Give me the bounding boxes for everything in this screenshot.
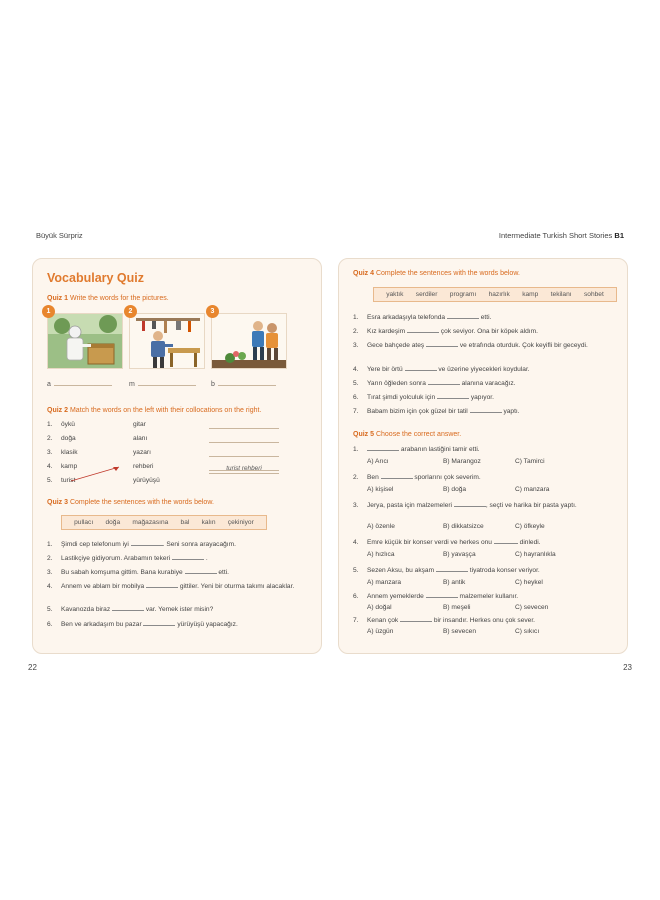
- quiz3-word-box: [61, 515, 267, 530]
- option-a[interactable]: A) kişisel: [367, 486, 394, 493]
- word-chip: sohbet: [583, 291, 604, 298]
- option-a[interactable]: A) özenle: [367, 523, 395, 530]
- sentence-after: çok seviyor. Ona bir köpek aldım.: [440, 328, 538, 335]
- quiz3-label: Quiz 3: [47, 499, 69, 506]
- sentence-row: [47, 605, 311, 614]
- sentence-after: yapıyor.: [470, 394, 494, 401]
- row-number: 2.: [47, 555, 53, 562]
- sentence-before: Annem ve ablam bir mobilya: [61, 583, 145, 590]
- quiz5-label: Quiz 5: [353, 431, 375, 438]
- question-before: Emre küçük bir konser verdi ve herkes onu: [367, 539, 492, 546]
- gardeners-picture: [211, 313, 287, 369]
- quiz2-heading: [47, 407, 261, 414]
- page-number-right: 23: [623, 663, 632, 672]
- word-chip: bal: [180, 519, 190, 526]
- quiz3-instruction: Complete the sentences with the words below.: [69, 499, 214, 506]
- match-row: [47, 449, 317, 459]
- quiz1-instruction: Write the words for the pictures.: [69, 295, 169, 302]
- question-before: Sezen Aksu, bu akşam: [367, 567, 435, 574]
- page-number-left: 22: [28, 663, 37, 672]
- fill-blank[interactable]: [470, 407, 502, 413]
- option-c[interactable]: C) hayranlıkla: [515, 551, 556, 558]
- option-b[interactable]: B) antik: [443, 579, 466, 586]
- sentence-row: [353, 393, 619, 402]
- question-row: [353, 445, 619, 454]
- sentence-after: etti.: [218, 569, 230, 576]
- word-chip: pullacı: [74, 519, 94, 526]
- fill-blank[interactable]: [400, 616, 432, 622]
- option-c[interactable]: C) sıkıcı: [515, 628, 540, 635]
- row-number: 7.: [353, 617, 359, 624]
- match-right-word: yazarı: [133, 449, 151, 456]
- row-number: 1.: [353, 446, 359, 453]
- match-left-word: turist: [61, 477, 76, 484]
- word-chip: kalın: [201, 519, 216, 526]
- quiz3-heading: [47, 499, 214, 506]
- sentence-before: Kız kardeşim: [367, 328, 406, 335]
- question-before: Kenan çok: [367, 617, 399, 624]
- fill-blank[interactable]: [143, 620, 175, 626]
- sentence-row: [47, 582, 311, 591]
- option-c[interactable]: C) heykel: [515, 579, 543, 586]
- question-before: Ben: [367, 474, 379, 481]
- fill-blank[interactable]: [112, 605, 144, 611]
- row-number: 3.: [47, 569, 53, 576]
- question-before: Annem yemeklerde: [367, 593, 424, 600]
- fill-blank[interactable]: [447, 313, 479, 319]
- option-c[interactable]: C) sevecen: [515, 604, 549, 611]
- row-number: 5.: [47, 606, 53, 613]
- fill-blank[interactable]: [437, 393, 469, 399]
- option-b[interactable]: B) doğa: [443, 486, 467, 493]
- option-b[interactable]: B) dikkatsizce: [443, 523, 484, 530]
- row-number: 6.: [353, 593, 359, 600]
- quiz4-label: Quiz 4: [353, 270, 375, 277]
- sentence-after: gittiler. Yeni bir oturma takımı alacaklar.: [179, 583, 295, 590]
- row-number: 6.: [353, 394, 359, 401]
- question-after: , seçti ve harika bir pasta yaptı.: [485, 502, 577, 509]
- word-chip: kamp: [522, 291, 539, 298]
- fill-blank[interactable]: [185, 568, 217, 574]
- quiz4-heading: [353, 270, 520, 277]
- fill-blank[interactable]: [426, 341, 458, 347]
- word-chip: mağazasına: [132, 519, 169, 526]
- answer-start-letter: a: [47, 381, 51, 388]
- row-number: 4.: [353, 366, 359, 373]
- word-chip: programı: [449, 291, 477, 298]
- answer-blank[interactable]: [211, 380, 276, 388]
- fill-blank[interactable]: [454, 501, 486, 507]
- match-right-word: rehberi: [133, 463, 154, 470]
- sentence-before: Lastikçiye gidiyorum. Arabamın tekeri: [61, 555, 171, 562]
- sentence-before: Esra arkadaşıyla telefonda: [367, 314, 446, 321]
- sentence-row: [353, 379, 619, 388]
- left-page-panel: [32, 258, 322, 654]
- question-before: Jerya, pasta için malzemeleri: [367, 502, 453, 509]
- sentence-after: ve etrafında oturduk. Çok keyifli bir geceydi.: [459, 342, 588, 349]
- fill-blank[interactable]: [381, 473, 413, 479]
- match-right-word: alanı: [133, 435, 148, 442]
- fill-blank[interactable]: [436, 566, 468, 572]
- option-a[interactable]: A) hızlıca: [367, 551, 395, 558]
- row-number: 2.: [353, 474, 359, 481]
- quiz4-word-box: [373, 287, 617, 302]
- page-title: Vocabulary Quiz: [47, 271, 145, 285]
- match-row: [47, 435, 317, 445]
- option-a[interactable]: A) manzara: [367, 579, 402, 586]
- running-head-title: Intermediate Turkish Short Stories: [498, 231, 613, 240]
- question-row: [353, 592, 619, 601]
- fill-blank[interactable]: [405, 365, 437, 371]
- row-number: 4.: [353, 539, 359, 546]
- sentence-row: [47, 554, 311, 563]
- quiz4-instruction: Complete the sentences with the words below.: [375, 270, 520, 277]
- fill-blank[interactable]: [426, 592, 458, 598]
- row-number: 5.: [353, 380, 359, 387]
- beekeeper-picture: [47, 313, 123, 369]
- option-a[interactable]: A) üzgün: [367, 628, 394, 635]
- sentence-after: yürüyüşü yapacağız.: [177, 621, 238, 628]
- answer-start-letter: m: [129, 381, 135, 388]
- match-row: [47, 421, 317, 431]
- option-b[interactable]: B) sevecen: [443, 628, 476, 635]
- running-head-left: Büyük Sürpriz: [36, 231, 83, 240]
- match-answer-blank[interactable]: [209, 435, 279, 443]
- sentence-before: Tırat şimdi yolculuk için: [367, 394, 436, 401]
- sentence-row: [353, 407, 619, 416]
- sentence-row: [353, 313, 619, 322]
- sentence-row: [353, 365, 619, 374]
- quiz1-label: Quiz 1: [47, 295, 69, 302]
- match-example-answer: turist rehberi: [209, 465, 279, 474]
- row-number: 1.: [47, 421, 53, 428]
- answer-start-letter: b: [211, 381, 215, 388]
- question-after: malzemeler kullanır.: [459, 593, 519, 600]
- word-chip: yaktık: [386, 291, 404, 298]
- option-b[interactable]: B) yavaşça: [443, 551, 476, 558]
- running-head-level: B1: [614, 231, 624, 240]
- match-left-word: kamp: [61, 463, 78, 470]
- option-b[interactable]: B) meşeli: [443, 604, 471, 611]
- fill-blank[interactable]: [146, 582, 178, 588]
- option-a[interactable]: A) Arıcı: [367, 458, 389, 465]
- row-number: 7.: [353, 408, 359, 415]
- row-number: 1.: [47, 541, 53, 548]
- answer-options: [367, 579, 607, 588]
- fill-blank[interactable]: [428, 379, 460, 385]
- question-row: [353, 501, 619, 510]
- right-page-panel: [338, 258, 628, 654]
- picture-number-badge: 3: [206, 305, 219, 318]
- row-number: 1.: [353, 314, 359, 321]
- sentence-row: [47, 620, 311, 629]
- sentence-before: Gece bahçede ateş: [367, 342, 425, 349]
- question-after: bir insandır. Herkes onu çok sever.: [433, 617, 536, 624]
- question-row: [353, 616, 619, 625]
- running-head-right: [499, 231, 624, 240]
- quiz1-heading: [47, 295, 169, 302]
- fill-blank[interactable]: [407, 327, 439, 333]
- row-number: 3.: [353, 502, 359, 509]
- quiz2-label: Quiz 2: [47, 407, 69, 414]
- sentence-after: etti.: [480, 314, 492, 321]
- question-after: dinledi.: [519, 539, 541, 546]
- sentence-before: Ben ve arkadaşım bu pazar: [61, 621, 142, 628]
- question-row: [353, 473, 619, 482]
- question-after: sporlarını çok severim.: [414, 474, 481, 481]
- option-c[interactable]: C) öfkeyle: [515, 523, 545, 530]
- match-answer-blank[interactable]: [209, 421, 279, 429]
- sentence-before: Yere bir örtü: [367, 366, 403, 373]
- option-b[interactable]: B) Marangoz: [443, 458, 481, 465]
- match-right-word: yürüyüşü: [133, 477, 160, 484]
- sentence-after: ve üzerine yiyecekleri koydular.: [438, 366, 530, 373]
- match-right-word: gitar: [133, 421, 146, 428]
- picture-number-badge: 1: [42, 305, 55, 318]
- sentence-row: [353, 341, 619, 350]
- sentence-before: Yarın öğleden sonra: [367, 380, 426, 387]
- row-number: 2.: [47, 435, 53, 442]
- row-number: 5.: [353, 567, 359, 574]
- question-row: [353, 566, 619, 575]
- word-chip: serdiler: [415, 291, 438, 298]
- match-answer-blank[interactable]: [209, 449, 279, 457]
- fill-blank[interactable]: [367, 445, 399, 451]
- answer-options: [367, 551, 607, 560]
- picture-number-badge: 2: [124, 305, 137, 318]
- sentence-after: yaptı.: [503, 408, 520, 415]
- row-number: 2.: [353, 328, 359, 335]
- option-a[interactable]: A) doğal: [367, 604, 392, 611]
- sentence-before: Kavanozda biraz: [61, 606, 111, 613]
- row-number: 5.: [47, 477, 53, 484]
- fill-blank[interactable]: [494, 538, 518, 544]
- answer-options: [367, 523, 607, 532]
- match-example-arrow: [67, 461, 127, 485]
- row-number: 4.: [47, 463, 53, 470]
- sentence-before: Bu sabah komşuma gittim. Bana kurabiye: [61, 569, 183, 576]
- question-after: tiyatroda konser veriyor.: [469, 567, 540, 574]
- sentence-after: var. Yemek ister misin?: [145, 606, 214, 613]
- match-left-word: klasik: [61, 449, 78, 456]
- sentence-row: [353, 327, 619, 336]
- answer-options: [367, 604, 607, 613]
- answer-options: [367, 458, 607, 467]
- quiz5-instruction: Choose the correct answer.: [375, 431, 462, 438]
- sentence-before: Şimdi cep telefonum iyi: [61, 541, 129, 548]
- word-chip: çekiniyor: [227, 519, 254, 526]
- row-number: 4.: [47, 583, 53, 590]
- answer-options: [367, 486, 607, 495]
- option-c[interactable]: C) Tamirci: [515, 458, 545, 465]
- row-number: 3.: [353, 342, 359, 349]
- sentence-after: . Seni sonra arayacağım.: [162, 541, 236, 548]
- sentence-row: [47, 540, 311, 549]
- answer-blank[interactable]: [47, 380, 112, 388]
- option-c[interactable]: C) manzara: [515, 486, 550, 493]
- match-left-word: doğa: [61, 435, 76, 442]
- question-after: arabanın lastiğini tamir etti.: [400, 446, 480, 453]
- sentence-before: Babam bizim için çok güzel bir tatil: [367, 408, 468, 415]
- word-chip: hazırlık: [488, 291, 510, 298]
- match-left-word: öykü: [61, 421, 75, 428]
- answer-blank[interactable]: [129, 380, 196, 388]
- row-number: 6.: [47, 621, 53, 628]
- fill-blank[interactable]: [172, 554, 204, 560]
- sentence-after: .: [205, 555, 208, 562]
- row-number: 3.: [47, 449, 53, 456]
- word-chip: doğa: [105, 519, 121, 526]
- word-chip: tekilanı: [550, 291, 572, 298]
- answer-options: [367, 628, 607, 637]
- sentence-after: alanına varacağız.: [461, 380, 516, 387]
- fill-blank[interactable]: [131, 540, 163, 546]
- question-row: [353, 538, 619, 547]
- carpenter-picture: [129, 313, 205, 369]
- quiz2-instruction: Match the words on the left with their collocations on the right.: [69, 407, 262, 414]
- sentence-row: [47, 568, 311, 577]
- quiz5-heading: [353, 431, 461, 438]
